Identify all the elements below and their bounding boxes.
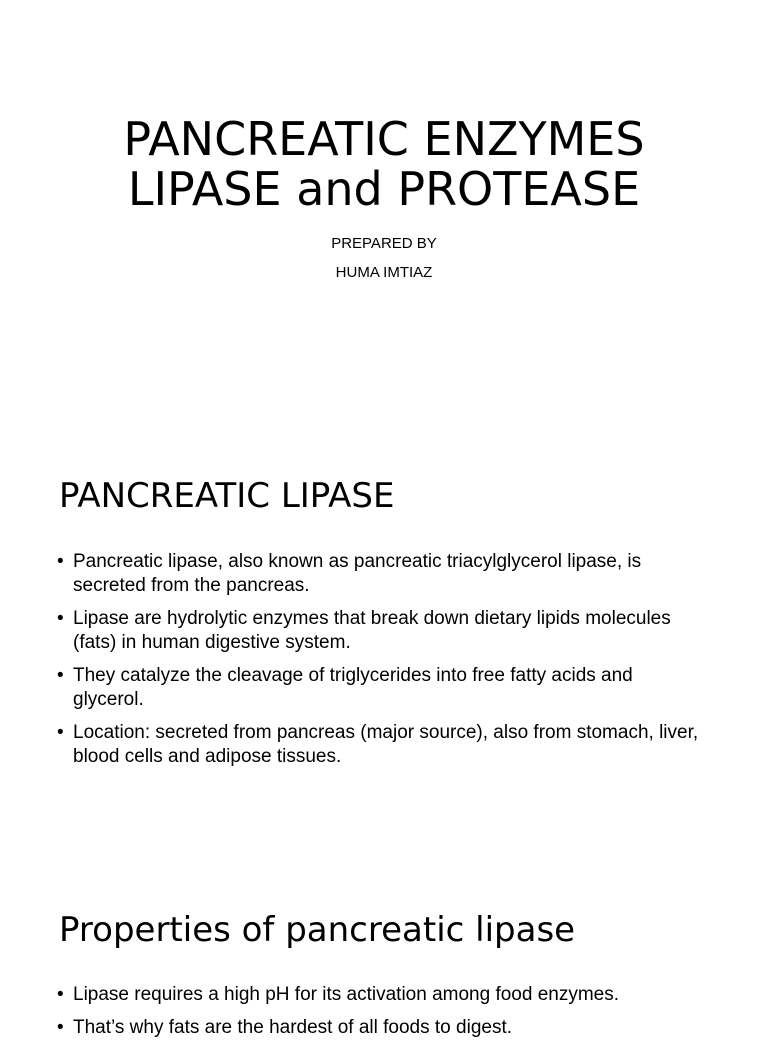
bullet-item xyxy=(57,721,707,769)
bullet-text: Lipase are hydrolytic enzymes that break down dietary lipids molecules (fats) in human digestive system. xyxy=(73,608,671,653)
bullet-text: Lipase requires a high pH for its activation among food enzymes. xyxy=(73,984,620,1005)
bullet-list xyxy=(57,550,707,778)
bullet-icon: • xyxy=(57,665,64,686)
bullet-text: That’s why fats are the hardest of all foods to digest. xyxy=(73,1017,513,1038)
bullet-icon: • xyxy=(57,984,64,1005)
bullet-text: Location: secreted from pancreas (major source), also from stomach, liver, blood cells and adipose tissues. xyxy=(73,722,699,767)
bullet-item xyxy=(57,1016,707,1040)
lipase-slide xyxy=(0,432,768,864)
bullet-item xyxy=(57,983,707,1007)
bullet-text: They catalyze the cleavage of triglycerides into free fatty acids and glycerol. xyxy=(73,665,633,710)
bullet-icon: • xyxy=(57,1017,64,1038)
slide-heading: Properties of pancreatic lipase xyxy=(59,910,576,950)
presentation-subtitle xyxy=(0,229,768,287)
presentation-title xyxy=(0,114,768,214)
bullet-list xyxy=(57,983,707,1049)
title-line-2: LIPASE and PROTEASE xyxy=(127,162,641,216)
bullet-text: Pancreatic lipase, also known as pancreatic triacylglycerol lipase, is secreted from the pancreas. xyxy=(73,551,642,596)
bullet-item xyxy=(57,664,707,712)
properties-slide xyxy=(0,864,768,1038)
author-name: HUMA IMTIAZ xyxy=(335,264,433,281)
bullet-icon: • xyxy=(57,551,64,572)
bullet-item xyxy=(57,550,707,598)
bullet-icon: • xyxy=(57,722,64,743)
slide-heading: PANCREATIC LIPASE xyxy=(59,476,395,516)
title-slide xyxy=(0,0,768,432)
prepared-by-label: PREPARED BY xyxy=(331,235,437,252)
bullet-item xyxy=(57,607,707,655)
bullet-icon: • xyxy=(57,608,64,629)
title-line-1: PANCREATIC ENZYMES xyxy=(123,112,645,166)
